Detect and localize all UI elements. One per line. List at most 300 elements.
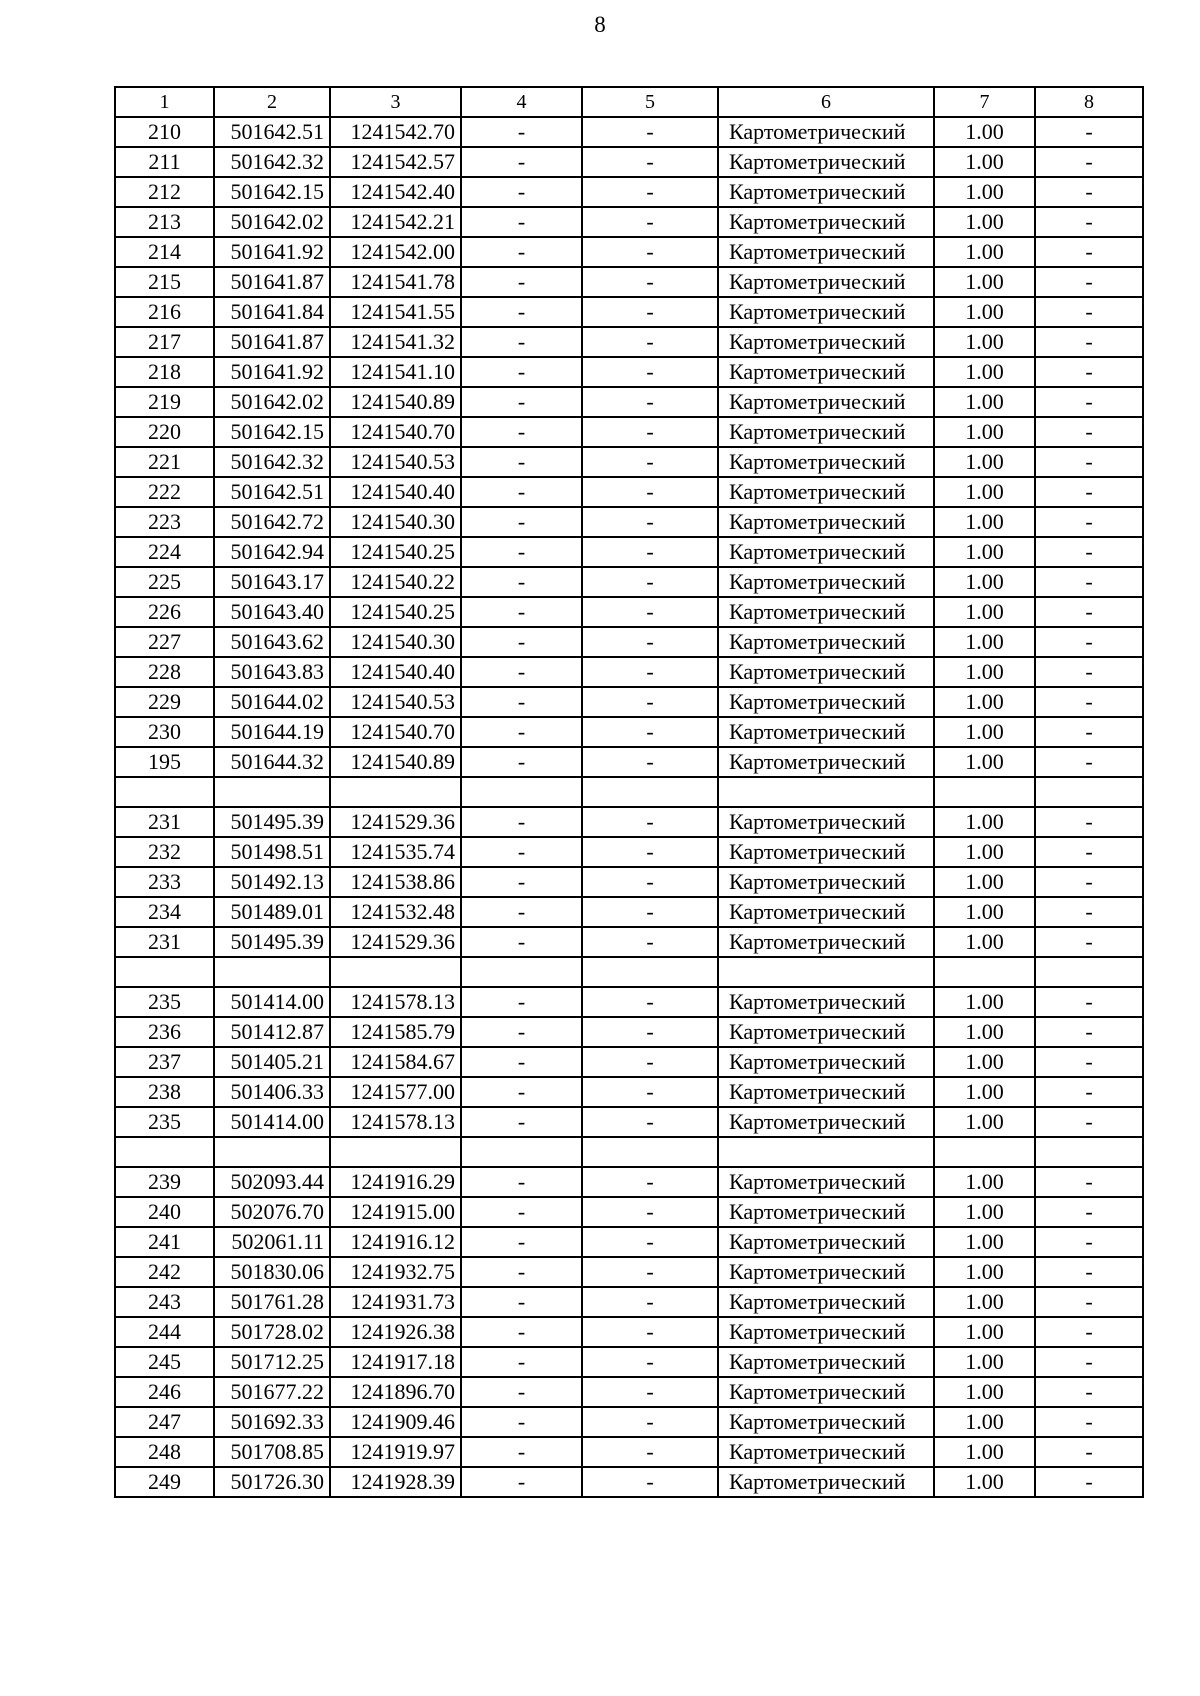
x-coordinate-cell: 501712.25 (214, 1347, 330, 1377)
y-coordinate-cell: 1241542.00 (330, 237, 461, 267)
col-4-cell: - (461, 297, 582, 327)
col-8-cell: - (1035, 1287, 1143, 1317)
method-cell: Картометрический (718, 477, 934, 507)
y-coordinate-cell: 1241541.55 (330, 297, 461, 327)
col-8-cell: - (1035, 657, 1143, 687)
method-cell: Картометрический (718, 1347, 934, 1377)
method-cell: Картометрический (718, 807, 934, 837)
method-cell: Картометрический (718, 1077, 934, 1107)
method-cell: Картометрический (718, 1107, 934, 1137)
table-row (115, 1467, 1143, 1497)
accuracy-cell: 1.00 (934, 987, 1035, 1017)
x-coordinate-cell: 501642.51 (214, 117, 330, 147)
col-5-cell: - (582, 417, 718, 447)
col-8-cell: - (1035, 477, 1143, 507)
col-5-cell: - (582, 1287, 718, 1317)
col-8-cell: - (1035, 837, 1143, 867)
x-coordinate-cell: 501412.87 (214, 1017, 330, 1047)
y-coordinate-cell: 1241577.00 (330, 1077, 461, 1107)
col-8-cell: - (1035, 597, 1143, 627)
col-8-cell: - (1035, 417, 1143, 447)
col-8-cell: - (1035, 867, 1143, 897)
accuracy-cell: 1.00 (934, 147, 1035, 177)
col-8-cell: - (1035, 1407, 1143, 1437)
col-8-cell: - (1035, 717, 1143, 747)
method-cell (718, 1137, 934, 1167)
accuracy-cell: 1.00 (934, 897, 1035, 927)
accuracy-cell: 1.00 (934, 1107, 1035, 1137)
col-5-cell: - (582, 657, 718, 687)
accuracy-cell: 1.00 (934, 1197, 1035, 1227)
table-row (115, 687, 1143, 717)
y-coordinate-cell: 1241931.73 (330, 1287, 461, 1317)
col-4-cell: - (461, 897, 582, 927)
point-number-cell: 225 (115, 567, 214, 597)
point-number-cell: 222 (115, 477, 214, 507)
x-coordinate-cell: 501405.21 (214, 1047, 330, 1077)
col-4-cell: - (461, 1407, 582, 1437)
accuracy-cell: 1.00 (934, 687, 1035, 717)
method-cell: Картометрический (718, 837, 934, 867)
table-row (115, 357, 1143, 387)
y-coordinate-cell: 1241540.70 (330, 417, 461, 447)
col-5-cell: - (582, 567, 718, 597)
method-cell: Картометрический (718, 147, 934, 177)
col-4-cell: - (461, 1467, 582, 1497)
col-8-cell: - (1035, 1437, 1143, 1467)
col-8-cell: - (1035, 387, 1143, 417)
table-row (115, 207, 1143, 237)
method-cell: Картометрический (718, 627, 934, 657)
method-cell: Картометрический (718, 1047, 934, 1077)
point-number-cell: 246 (115, 1377, 214, 1407)
method-cell (718, 777, 934, 807)
y-coordinate-cell: 1241540.53 (330, 447, 461, 477)
col-5-cell: - (582, 597, 718, 627)
col-4-cell: - (461, 267, 582, 297)
y-coordinate-cell: 1241541.78 (330, 267, 461, 297)
col-4-cell: - (461, 387, 582, 417)
table-row (115, 1077, 1143, 1107)
method-cell: Картометрический (718, 447, 934, 477)
y-coordinate-cell: 1241542.57 (330, 147, 461, 177)
col-5-cell: - (582, 117, 718, 147)
y-coordinate-cell: 1241932.75 (330, 1257, 461, 1287)
point-number-cell: 248 (115, 1437, 214, 1467)
accuracy-cell: 1.00 (934, 747, 1035, 777)
col-8-cell: - (1035, 807, 1143, 837)
x-coordinate-cell: 501642.32 (214, 147, 330, 177)
col-4-cell: - (461, 177, 582, 207)
col-5-cell: - (582, 1227, 718, 1257)
col-4-cell: - (461, 537, 582, 567)
accuracy-cell: 1.00 (934, 567, 1035, 597)
col-4-cell: - (461, 1227, 582, 1257)
point-number-cell: 195 (115, 747, 214, 777)
header-cell: 1 (115, 87, 214, 117)
accuracy-cell: 1.00 (934, 1227, 1035, 1257)
method-cell: Картометрический (718, 1257, 934, 1287)
col-5-cell: - (582, 927, 718, 957)
accuracy-cell: 1.00 (934, 267, 1035, 297)
accuracy-cell: 1.00 (934, 507, 1035, 537)
col-8-cell: - (1035, 537, 1143, 567)
point-number-cell: 239 (115, 1167, 214, 1197)
x-coordinate-cell: 501726.30 (214, 1467, 330, 1497)
y-coordinate-cell: 1241541.10 (330, 357, 461, 387)
point-number-cell: 232 (115, 837, 214, 867)
point-number-cell: 211 (115, 147, 214, 177)
col-5-cell: - (582, 387, 718, 417)
col-5-cell: - (582, 357, 718, 387)
col-5-cell (582, 777, 718, 807)
col-4-cell: - (461, 477, 582, 507)
x-coordinate-cell: 501761.28 (214, 1287, 330, 1317)
y-coordinate-cell: 1241915.00 (330, 1197, 461, 1227)
method-cell: Картометрический (718, 657, 934, 687)
col-8-cell (1035, 777, 1143, 807)
y-coordinate-cell: 1241916.29 (330, 1167, 461, 1197)
x-coordinate-cell: 502093.44 (214, 1167, 330, 1197)
method-cell: Картометрический (718, 117, 934, 147)
accuracy-cell: 1.00 (934, 1167, 1035, 1197)
y-coordinate-cell: 1241542.21 (330, 207, 461, 237)
method-cell: Картометрический (718, 987, 934, 1017)
x-coordinate-cell: 501641.87 (214, 327, 330, 357)
table-row (115, 927, 1143, 957)
table-row (115, 1437, 1143, 1467)
col-8-cell: - (1035, 567, 1143, 597)
col-4-cell: - (461, 1167, 582, 1197)
table-row (115, 177, 1143, 207)
accuracy-cell: 1.00 (934, 387, 1035, 417)
col-5-cell: - (582, 897, 718, 927)
y-coordinate-cell: 1241919.97 (330, 1437, 461, 1467)
accuracy-cell: 1.00 (934, 597, 1035, 627)
accuracy-cell: 1.00 (934, 1047, 1035, 1077)
col-4-cell: - (461, 627, 582, 657)
col-5-cell: - (582, 177, 718, 207)
col-5-cell: - (582, 687, 718, 717)
x-coordinate-cell: 501492.13 (214, 867, 330, 897)
header-row (115, 87, 1143, 117)
method-cell: Картометрический (718, 717, 934, 747)
col-4-cell: - (461, 327, 582, 357)
accuracy-cell: 1.00 (934, 207, 1035, 237)
method-cell: Картометрический (718, 417, 934, 447)
accuracy-cell: 1.00 (934, 627, 1035, 657)
point-number-cell: 216 (115, 297, 214, 327)
x-coordinate-cell: 501644.32 (214, 747, 330, 777)
table-row (115, 1287, 1143, 1317)
y-coordinate-cell: 1241541.32 (330, 327, 461, 357)
x-coordinate-cell: 501406.33 (214, 1077, 330, 1107)
x-coordinate-cell: 501414.00 (214, 1107, 330, 1137)
table-row (115, 1047, 1143, 1077)
col-8-cell: - (1035, 507, 1143, 537)
col-5-cell: - (582, 1077, 718, 1107)
x-coordinate-cell: 501642.15 (214, 417, 330, 447)
point-number-cell (115, 957, 214, 987)
col-4-cell: - (461, 417, 582, 447)
col-5-cell: - (582, 477, 718, 507)
point-number-cell: 231 (115, 807, 214, 837)
col-4-cell: - (461, 1347, 582, 1377)
table-row (115, 387, 1143, 417)
x-coordinate-cell: 501643.62 (214, 627, 330, 657)
col-5-cell: - (582, 1047, 718, 1077)
x-coordinate-cell: 501643.40 (214, 597, 330, 627)
point-number-cell: 249 (115, 1467, 214, 1497)
y-coordinate-cell: 1241578.13 (330, 1107, 461, 1137)
col-4-cell: - (461, 837, 582, 867)
table-row (115, 567, 1143, 597)
point-number-cell: 226 (115, 597, 214, 627)
col-8-cell: - (1035, 897, 1143, 927)
x-coordinate-cell: 501414.00 (214, 987, 330, 1017)
col-4-cell: - (461, 867, 582, 897)
table-row (115, 1407, 1143, 1437)
col-5-cell: - (582, 1377, 718, 1407)
col-5-cell (582, 957, 718, 987)
col-8-cell: - (1035, 1017, 1143, 1047)
table-row (115, 417, 1143, 447)
y-coordinate-cell: 1241538.86 (330, 867, 461, 897)
x-coordinate-cell: 501644.02 (214, 687, 330, 717)
table-row (115, 1257, 1143, 1287)
accuracy-cell: 1.00 (934, 657, 1035, 687)
accuracy-cell: 1.00 (934, 327, 1035, 357)
table-row (115, 477, 1143, 507)
method-cell: Картометрический (718, 537, 934, 567)
method-cell: Картометрический (718, 1017, 934, 1047)
point-number-cell: 241 (115, 1227, 214, 1257)
point-number-cell (115, 1137, 214, 1167)
col-8-cell (1035, 957, 1143, 987)
table-row (115, 1167, 1143, 1197)
col-8-cell: - (1035, 1167, 1143, 1197)
point-number-cell: 247 (115, 1407, 214, 1437)
x-coordinate-cell: 501830.06 (214, 1257, 330, 1287)
table-row (115, 117, 1143, 147)
col-5-cell: - (582, 627, 718, 657)
method-cell: Картометрический (718, 687, 934, 717)
col-4-cell: - (461, 1257, 582, 1287)
point-number-cell: 229 (115, 687, 214, 717)
col-5-cell: - (582, 1197, 718, 1227)
col-5-cell: - (582, 1167, 718, 1197)
method-cell: Картометрический (718, 267, 934, 297)
x-coordinate-cell: 501643.83 (214, 657, 330, 687)
col-5-cell: - (582, 237, 718, 267)
header-cell: 8 (1035, 87, 1143, 117)
col-4-cell: - (461, 1437, 582, 1467)
point-number-cell: 230 (115, 717, 214, 747)
point-number-cell: 218 (115, 357, 214, 387)
accuracy-cell: 1.00 (934, 447, 1035, 477)
y-coordinate-cell: 1241540.53 (330, 687, 461, 717)
method-cell: Картометрический (718, 357, 934, 387)
y-coordinate-cell: 1241584.67 (330, 1047, 461, 1077)
accuracy-cell: 1.00 (934, 1287, 1035, 1317)
table-row (115, 597, 1143, 627)
col-4-cell: - (461, 987, 582, 1017)
col-5-cell: - (582, 1317, 718, 1347)
table-row (115, 1347, 1143, 1377)
table-row (115, 867, 1143, 897)
table-body (115, 87, 1143, 1497)
method-cell: Картометрический (718, 1287, 934, 1317)
table-row (115, 987, 1143, 1017)
col-4-cell: - (461, 927, 582, 957)
method-cell: Картометрический (718, 1377, 934, 1407)
col-8-cell: - (1035, 687, 1143, 717)
col-8-cell: - (1035, 327, 1143, 357)
method-cell: Картометрический (718, 1467, 934, 1497)
table-row (115, 1017, 1143, 1047)
col-8-cell: - (1035, 207, 1143, 237)
x-coordinate-cell: 501642.51 (214, 477, 330, 507)
y-coordinate-cell: 1241909.46 (330, 1407, 461, 1437)
col-4-cell: - (461, 747, 582, 777)
point-number-cell: 243 (115, 1287, 214, 1317)
col-5-cell: - (582, 1467, 718, 1497)
y-coordinate-cell: 1241529.36 (330, 927, 461, 957)
col-4-cell: - (461, 507, 582, 537)
col-8-cell: - (1035, 1377, 1143, 1407)
col-8-cell: - (1035, 987, 1143, 1017)
accuracy-cell: 1.00 (934, 537, 1035, 567)
col-4-cell: - (461, 597, 582, 627)
col-4-cell: - (461, 1107, 582, 1137)
col-8-cell: - (1035, 1047, 1143, 1077)
method-cell: Картометрический (718, 387, 934, 417)
point-number-cell: 227 (115, 627, 214, 657)
x-coordinate-cell: 501728.02 (214, 1317, 330, 1347)
header-cell: 7 (934, 87, 1035, 117)
accuracy-cell: 1.00 (934, 1437, 1035, 1467)
table-row (115, 1377, 1143, 1407)
col-8-cell: - (1035, 177, 1143, 207)
table-row (115, 807, 1143, 837)
x-coordinate-cell: 501489.01 (214, 897, 330, 927)
col-8-cell: - (1035, 927, 1143, 957)
method-cell: Картометрический (718, 1167, 934, 1197)
col-5-cell: - (582, 1257, 718, 1287)
point-number-cell: 233 (115, 867, 214, 897)
y-coordinate-cell: 1241540.40 (330, 657, 461, 687)
x-coordinate-cell: 501643.17 (214, 567, 330, 597)
y-coordinate-cell: 1241585.79 (330, 1017, 461, 1047)
accuracy-cell: 1.00 (934, 237, 1035, 267)
point-number-cell: 236 (115, 1017, 214, 1047)
method-cell: Картометрический (718, 297, 934, 327)
col-4-cell: - (461, 687, 582, 717)
col-8-cell: - (1035, 1107, 1143, 1137)
y-coordinate-cell: 1241535.74 (330, 837, 461, 867)
y-coordinate-cell: 1241540.89 (330, 747, 461, 777)
x-coordinate-cell: 501644.19 (214, 717, 330, 747)
point-number-cell: 214 (115, 237, 214, 267)
y-coordinate-cell: 1241532.48 (330, 897, 461, 927)
header-cell: 3 (330, 87, 461, 117)
method-cell: Картометрический (718, 927, 934, 957)
point-number-cell (115, 777, 214, 807)
x-coordinate-cell (214, 957, 330, 987)
y-coordinate-cell: 1241540.30 (330, 507, 461, 537)
method-cell: Картометрический (718, 177, 934, 207)
table-row (115, 267, 1143, 297)
col-8-cell: - (1035, 297, 1143, 327)
table-row (115, 1317, 1143, 1347)
table-row (115, 147, 1143, 177)
col-4-cell: - (461, 147, 582, 177)
point-number-cell: 228 (115, 657, 214, 687)
y-coordinate-cell: 1241540.40 (330, 477, 461, 507)
y-coordinate-cell: 1241928.39 (330, 1467, 461, 1497)
col-5-cell: - (582, 297, 718, 327)
accuracy-cell (934, 1137, 1035, 1167)
accuracy-cell: 1.00 (934, 1257, 1035, 1287)
col-5-cell: - (582, 747, 718, 777)
col-5-cell: - (582, 537, 718, 567)
x-coordinate-cell: 501641.92 (214, 357, 330, 387)
header-cell: 5 (582, 87, 718, 117)
point-number-cell: 213 (115, 207, 214, 237)
x-coordinate-cell: 501641.92 (214, 237, 330, 267)
col-4-cell: - (461, 807, 582, 837)
col-8-cell: - (1035, 147, 1143, 177)
method-cell: Картометрический (718, 597, 934, 627)
point-number-cell: 224 (115, 537, 214, 567)
y-coordinate-cell: 1241540.25 (330, 537, 461, 567)
point-number-cell: 219 (115, 387, 214, 417)
col-4-cell: - (461, 117, 582, 147)
x-coordinate-cell: 501641.84 (214, 297, 330, 327)
y-coordinate-cell: 1241916.12 (330, 1227, 461, 1257)
table-row (115, 327, 1143, 357)
col-8-cell (1035, 1137, 1143, 1167)
x-coordinate-cell (214, 1137, 330, 1167)
y-coordinate-cell: 1241540.89 (330, 387, 461, 417)
y-coordinate-cell: 1241540.22 (330, 567, 461, 597)
x-coordinate-cell: 501642.02 (214, 207, 330, 237)
point-number-cell: 245 (115, 1347, 214, 1377)
col-8-cell: - (1035, 1347, 1143, 1377)
col-4-cell (461, 957, 582, 987)
point-number-cell: 220 (115, 417, 214, 447)
method-cell: Картометрический (718, 207, 934, 237)
point-number-cell: 244 (115, 1317, 214, 1347)
point-number-cell: 242 (115, 1257, 214, 1287)
y-coordinate-cell: 1241542.70 (330, 117, 461, 147)
accuracy-cell: 1.00 (934, 837, 1035, 867)
point-number-cell: 217 (115, 327, 214, 357)
col-5-cell: - (582, 1017, 718, 1047)
col-4-cell: - (461, 1377, 582, 1407)
x-coordinate-cell: 501692.33 (214, 1407, 330, 1437)
x-coordinate-cell: 502076.70 (214, 1197, 330, 1227)
point-number-cell: 212 (115, 177, 214, 207)
col-5-cell: - (582, 267, 718, 297)
accuracy-cell: 1.00 (934, 807, 1035, 837)
header-cell: 4 (461, 87, 582, 117)
table-row (115, 297, 1143, 327)
method-cell: Картометрический (718, 1317, 934, 1347)
method-cell: Картометрический (718, 507, 934, 537)
col-8-cell: - (1035, 1317, 1143, 1347)
point-number-cell: 238 (115, 1077, 214, 1107)
